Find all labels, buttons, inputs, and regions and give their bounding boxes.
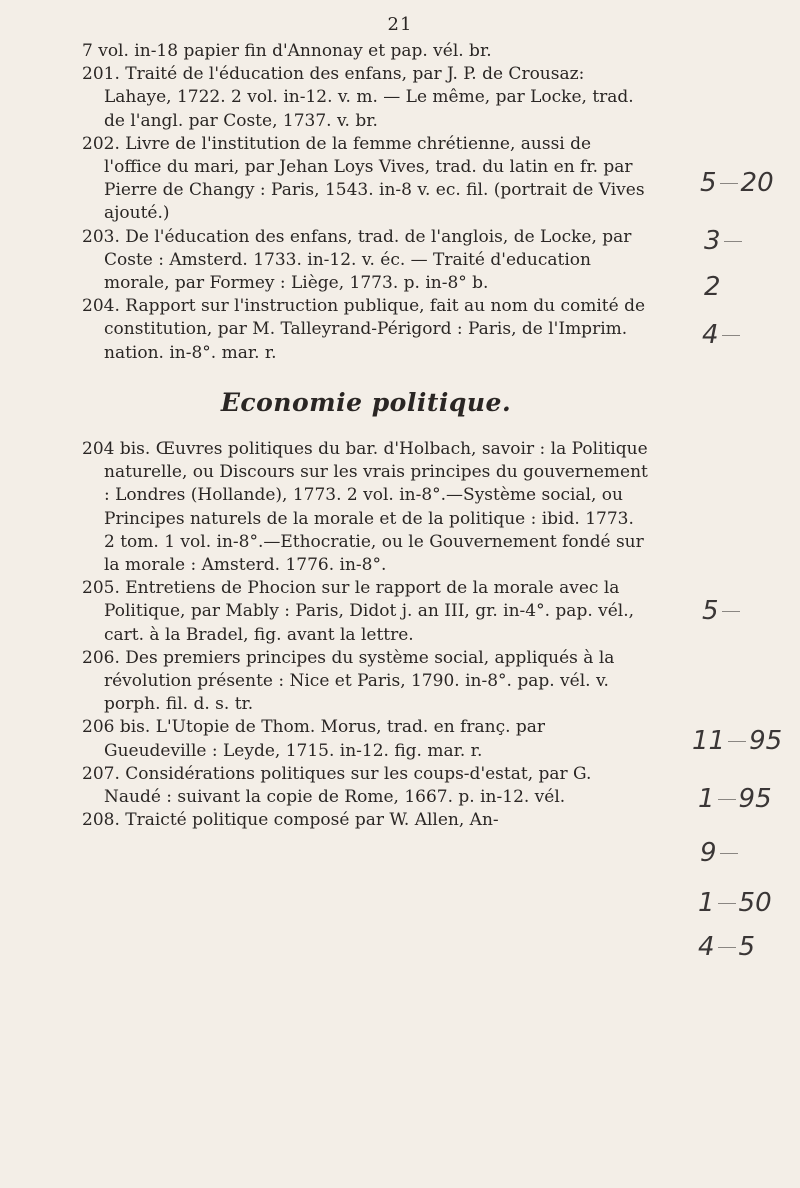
entry-201: 201. Traité de l'éducation des enfans, par J. P. de Crousaz: Lahaye, 1722. 2 vol. in-12. v. m. — Le même, par Locke, trad. de l'angl. par Coste, 1737. v. br. <box>82 64 634 131</box>
entry-204bis: 204 bis. Œuvres politiques du bar. d'Holbach, savoir : la Politique naturelle, ou Discours sur les vrais principes du gouvernement : Londres (Hollande), 1773. 2 vol. in-8°.—Système social, ou Principes naturels de la morale et de la politique : ibid. 1773. 2 tom. 1 vol. in-8°.—Ethocratie, ou le Gouvernement fondé sur la morale : Amsterd. 1776. in-8°. <box>82 439 648 576</box>
margin-note-left: 11 <box>692 726 726 756</box>
margin-note-right: 95 <box>738 784 772 814</box>
entry-205: 205. Entretiens de Phocion sur le rapport de la morale avec la Politique, par Mably : Paris, Didot j. an III, gr. in-4°. pap. vél., cart. à la Bradel, fig. avant la lettre. <box>82 578 635 645</box>
entry-continuation: 7 vol. in-18 papier fin d'Annonay et pap. vél. br. <box>82 41 492 61</box>
margin-note-right: 20 <box>740 168 774 198</box>
entry-206: 206. Des premiers principes du système social, appliqués à la révolution présente : Nice et Paris, 1790. in-8°. pap. vél. v. porph. fil. d. s. tr. <box>82 647 615 715</box>
margin-note-left: 1 <box>698 888 715 918</box>
entry-207: 207. Considérations politiques sur les coups-d'estat, par G. Naudé : suivant la copie de Rome, 1667. p. in-12. vél. <box>82 763 592 808</box>
entry-203: 203. De l'éducation des enfans, trad. de l'anglois, de Locke, par Coste : Amsterd. 1733. in-12. v. éc. — Traité d'education morale, par Formey : Liège, 1773. p. in-8° b. <box>82 226 632 294</box>
margin-note <box>702 596 743 626</box>
margin-note-left: 5 <box>702 596 719 626</box>
section-heading: Economie politique. <box>220 387 512 417</box>
margin-note <box>698 888 772 918</box>
margin-note-left: 4 <box>702 320 719 350</box>
margin-note-right: 50 <box>738 888 772 918</box>
margin-note-left: 9 <box>700 838 717 868</box>
margin-note <box>698 784 772 814</box>
margin-note <box>700 838 741 868</box>
margin-note <box>704 272 721 302</box>
entry-208: 208. Traicté politique composé par W. Allen, An- <box>82 810 499 831</box>
entry-202: 202. Livre de l'institution de la femme chrétienne, aussi de l'office du mari, par Jehan Loys Vives, trad. du latin en fr. par Pierre de Changy : Paris, 1543. in-8 v. ec. fil. (portrait de Vives ajouté.) <box>82 133 645 224</box>
entry-206bis: 206 bis. L'Utopie de Thom. Morus, trad. en franç. par Gueudeville : Leyde, 1715. in-12. fig. mar. r. <box>82 717 546 761</box>
margin-note-left: 3 <box>704 226 721 256</box>
margin-note <box>704 226 745 256</box>
margin-note-right: 95 <box>749 726 783 756</box>
margin-note <box>700 168 774 198</box>
catalogue-text <box>82 40 650 833</box>
page-number: 21 <box>387 14 413 35</box>
margin-note <box>692 726 782 756</box>
margin-note <box>702 320 743 350</box>
entry-204: 204. Rapport sur l'instruction publique, fait au nom du comité de constitution, par M. Talleyrand-Périgord : Paris, de l'Imprim. nation. in-8°. mar. r. <box>82 296 646 363</box>
margin-note <box>698 932 755 962</box>
handwritten-margin <box>670 0 800 1188</box>
margin-note-right: 5 <box>738 932 756 962</box>
margin-note-left: 5 <box>700 168 717 198</box>
margin-note-left: 4 <box>698 932 715 962</box>
margin-note-left: 1 <box>698 784 715 814</box>
margin-note-left: 2 <box>704 272 721 302</box>
